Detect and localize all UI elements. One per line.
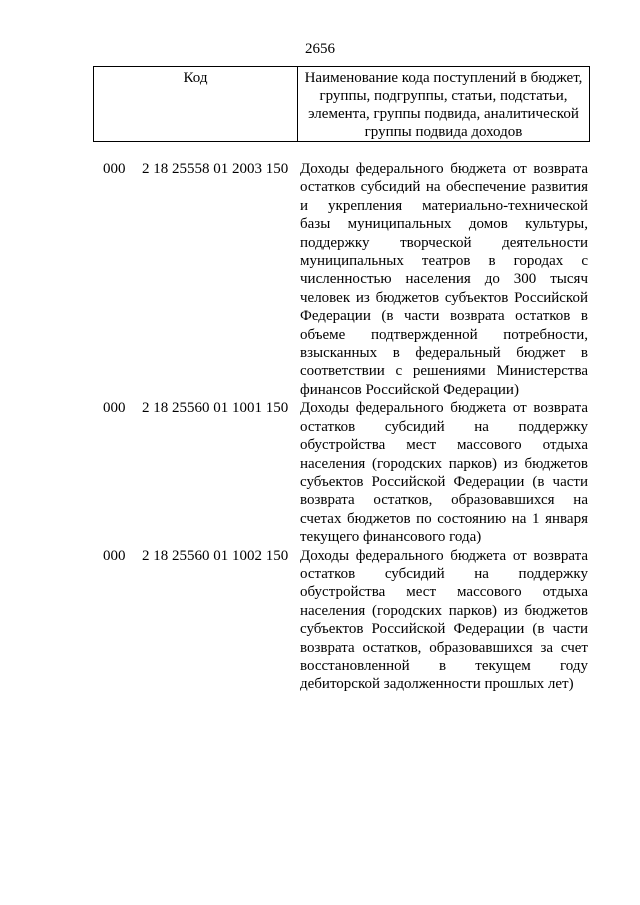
table-row (0, 399, 640, 546)
revenue-code: 2 18 25558 01 2003 150 (142, 161, 289, 177)
admin-code: 000 (103, 547, 126, 564)
table-header (93, 66, 590, 142)
table-row (0, 547, 640, 694)
admin-code: 000 (103, 161, 126, 177)
header-code-label: Код (94, 67, 298, 141)
table-body (0, 160, 640, 694)
revenue-description: Доходы федерального бюджета от возврата остатков субсидий на обеспечение развития и укрепления материально-технической базы муниципальных домов культуры, поддержку творческой деятельности муниципальных театров в городах с численностью населения до 300 тысяч человек из бюджетов субъектов Российской Федерации (в части возврата остатков в объеме подтвержденной потребности, взысканных в федеральный бюджет в соответствии с решениями Министерства финансов Российской Федерации) (300, 161, 588, 398)
revenue-description: Доходы федерального бюджета от возврата остатков субсидий на поддержку обустройства мест массового отдыха населения (городских парков) из бюджетов субъектов Российской Федерации (в части возврата остатков, образовавшихся за счет восстановленной в текущем году дебиторской задолженности прошлых лет) (300, 547, 588, 693)
revenue-code: 2 18 25560 01 1001 150 (142, 400, 289, 417)
header-name-label: Наименование кода поступлений в бюджет, группы, подгруппы, статьи, подстатьи, элемента, группы подвида, аналитической группы подвида доходов (304, 70, 583, 140)
table-row (0, 160, 640, 399)
page-number: 2656 (305, 41, 335, 57)
revenue-code: 2 18 25560 01 1002 150 (142, 547, 289, 564)
revenue-description: Доходы федерального бюджета от возврата остатков субсидий на поддержку обустройства мест массового отдыха населения (городских парков) из бюджетов субъектов Российской Федерации (в части возврата остатков, образовавшихся на счетах бюджетов по состоянию на 1 января текущего финансового года) (300, 400, 588, 546)
admin-code: 000 (103, 400, 126, 417)
